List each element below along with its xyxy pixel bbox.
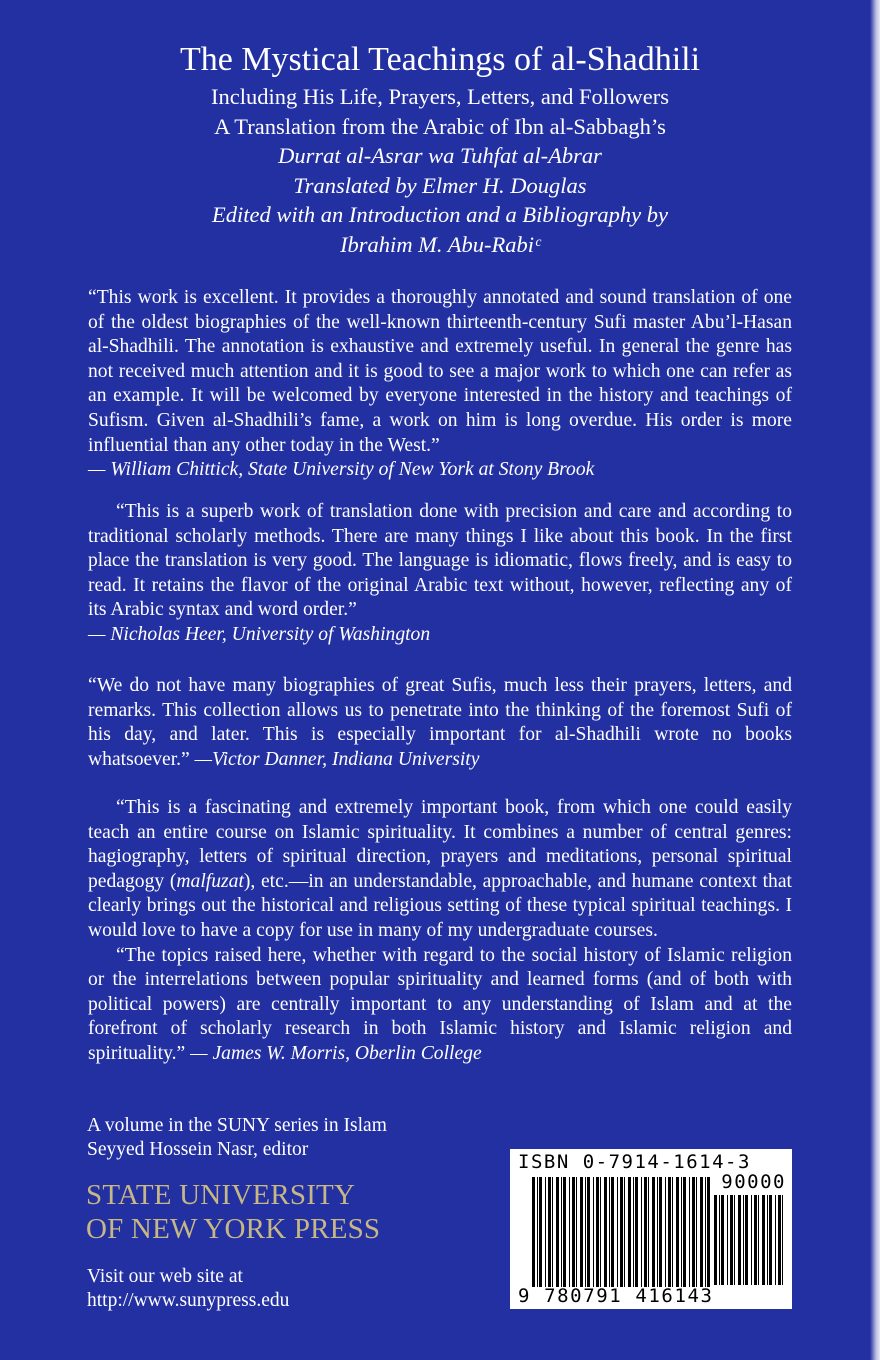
website-label: Visit our web site at bbox=[87, 1266, 243, 1287]
blurb-text: “The topics raised here, whether with regard to the social history of Islamic religion or the interrelations between popular spirituality and learned forms (and of both with political powers) are centrally important to any understanding of Islam and at the forefront of scholarly research in both Islamic history and Islamic religion and spirituality.” bbox=[88, 944, 792, 1064]
blurb-morris bbox=[88, 796, 792, 1067]
addon-barcode-icon bbox=[714, 1195, 786, 1285]
subtitle: Including His Life, Prayers, Letters, and Followers bbox=[210, 84, 670, 109]
blurb-text: “We do not have many biographies of great Sufis, much less their prayers, letters, and remarks. This collection allows us to penetrate into the thinking of the foremost Sufi of his day, and later. This is especially important for al-Shadhili wrote no books whatsoever.” bbox=[88, 675, 792, 770]
blurb-attribution: — William Chittick, State University of New York at Stony Brook bbox=[88, 459, 595, 481]
translation-source: A Translation from the Arabic of Ibn al-Sabbagh’s bbox=[214, 113, 666, 139]
isbn-text: ISBN 0-7914-1614-3 bbox=[518, 1151, 751, 1173]
blurb-attribution: —Victor Danner, Indiana University bbox=[194, 748, 480, 770]
publisher-line: OF NEW YORK PRESS bbox=[86, 1213, 381, 1245]
blurb-chittick bbox=[88, 286, 792, 483]
blurb-attribution: — James W. Morris, Oberlin College bbox=[190, 1042, 482, 1064]
translator: Translated by Elmer H. Douglas bbox=[293, 172, 587, 198]
editor-intro: Edited with an Introduction and a Bibliography by bbox=[212, 202, 668, 227]
publisher-line: STATE UNIVERSITY bbox=[86, 1179, 356, 1211]
book-title: The Mystical Teachings of al-Shadhili bbox=[179, 41, 701, 78]
website-info bbox=[87, 1265, 289, 1313]
website-url[interactable]: http://www.sunypress.edu bbox=[87, 1290, 290, 1311]
blurb-text: “This work is excellent. It provides a thoroughly annotated and sound translation of one of the oldest biographies of the well-known thirteenth-century Sufi master Abu’l-Hasan al-Shadhili. The annotation is exhaustive and extremely useful. In general the genre has not received much attention and it is good to see a major work to which one can refer as an example. It will be welcomed by everyone interested in the history and teachings of Sufism. Given al-Shadhili’s fame, a work on him is long overdue. His order is more influential than any other today in the West.” bbox=[88, 287, 792, 456]
ean-barcode-icon bbox=[532, 1177, 712, 1287]
ean-digits: 9 780791 416143 bbox=[518, 1285, 714, 1307]
series-editor: Seyyed Hossein Nasr, editor bbox=[87, 1139, 309, 1160]
series-name: A volume in the SUNY series in Islam bbox=[87, 1115, 387, 1136]
blurb-heer bbox=[88, 500, 792, 648]
blurb-attribution: — Nicholas Heer, University of Washington bbox=[88, 623, 431, 645]
blurb-text: ), etc.—in an understandable, approachable, and humane context that clearly brings out the historical and religious setting of these typical spiritual teachings. I would love to have a copy for use in many of my undergraduate courses. bbox=[88, 870, 792, 941]
title-block bbox=[0, 38, 880, 259]
original-title: Durrat al-Asrar wa Tuhfat al-Abrar bbox=[278, 143, 602, 168]
editor-name: Ibrahim M. Abu-Rabiᶜ bbox=[340, 231, 540, 257]
blurb-danner bbox=[88, 674, 792, 772]
series-info bbox=[87, 1114, 387, 1162]
barcode bbox=[510, 1149, 792, 1309]
blurb-text: “This is a superb work of translation done with precision and care and according to traditional scholarly methods. There are many things I like about this book. In the first place the translation is very good. The language is idiomatic, flows freely, and is easy to read. It retains the flavor of the original Arabic text without, however, reflecting any of its Arabic syntax and word order.” bbox=[88, 501, 792, 621]
price-code: 90000 bbox=[721, 1171, 786, 1193]
blurb-text: “This is a fascinating and extremely important book, from which one could easily teach an entire course on Islamic spirituality. It combines a number of central genres: hagiography, letters of spiritual direction, prayers and meditations, personal spiritual pedagogy ( bbox=[88, 797, 792, 892]
publisher-logo bbox=[86, 1178, 380, 1246]
blurb-emphasis: malfuzat bbox=[176, 870, 244, 892]
